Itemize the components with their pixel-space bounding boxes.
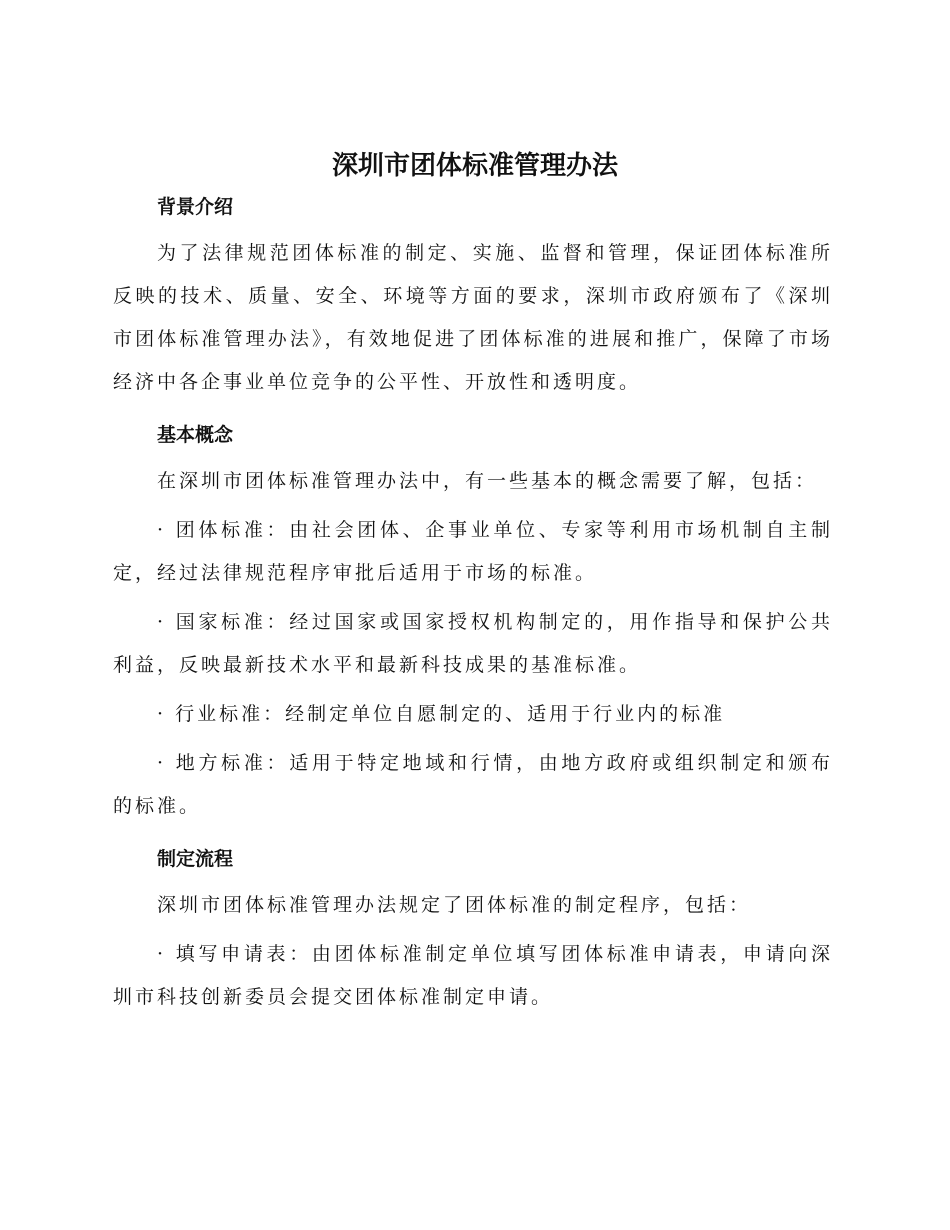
section-process (113, 840, 833, 1019)
document-title: 深圳市团体标准管理办法 (331, 151, 618, 181)
list-item: · 行业标准：经制定单位自愿制定的、适用于行业内的标准 (157, 703, 726, 725)
section-heading: 背景介绍 (157, 196, 234, 218)
list-item: · 填写申请表：由团体标准制定单位填写团体标准申请表，申请向深圳市科技创新委员会提交团体标准制定申请。 (113, 943, 833, 1008)
section-heading: 制定流程 (157, 848, 234, 870)
list-item: · 地方标准：适用于特定地域和行情，由地方政府或组织制定和颁布的标准。 (113, 752, 833, 817)
section-basic-concepts (113, 416, 833, 828)
section-background (113, 188, 833, 404)
paragraph: 在深圳市团体标准管理办法中，有一些基本的概念需要了解，包括： (157, 470, 818, 492)
list-item: · 团体标准：由社会团体、企事业单位、专家等利用市场机制自主制定，经过法律规范程序审批后适用于市场的标准。 (113, 519, 833, 584)
document-body (113, 188, 833, 1019)
paragraph: 为了法律规范团体标准的制定、实施、监督和管理，保证团体标准所反映的技术、质量、安全、环境等方面的要求，深圳市政府颁布了《深圳市团体标准管理办法》，有效地促进了团体标准的进展和推广，保障了市场经济中各企事业单位竞争的公平性、开放性和透明度。 (113, 242, 833, 393)
list-item: · 国家标准：经过国家或国家授权机构制定的，用作指导和保护公共利益，反映最新技术水平和最新科技成果的基准标准。 (113, 611, 833, 676)
paragraph: 深圳市团体标准管理办法规定了团体标准的制定程序，包括： (157, 894, 752, 916)
section-heading: 基本概念 (157, 424, 234, 446)
